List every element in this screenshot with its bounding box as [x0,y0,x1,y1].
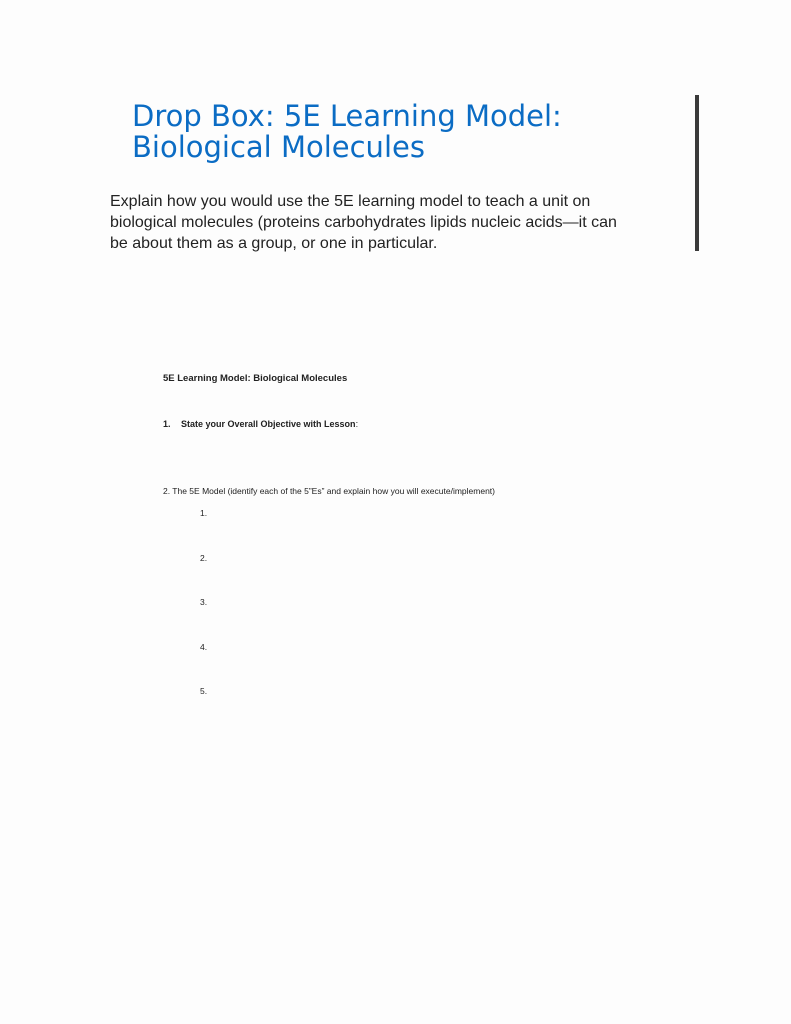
five-e-list [200,508,207,731]
prompt-line-3: be about them as a group, or one in particular. [110,235,438,252]
prompt-line-1: Explain how you would use the 5E learning model to teach a unit on [110,193,591,210]
objective-label: State your Overall Objective with Lesson [181,419,356,429]
list-item: 3. [200,597,208,607]
worksheet-title: 5E Learning Model: Biological Molecules [163,373,348,384]
list-item: 4. [200,641,208,652]
list-item: 5. [200,686,208,696]
list-item: 2. [200,552,208,563]
objective-line [163,419,358,429]
prompt-line-2: biological molecules (proteins carbohydrates lipids nucleic acids—it can [110,214,617,231]
vertical-scrollbar[interactable] [695,95,699,251]
page-title-line-1: Drop Box: 5E Learning Model: [132,99,562,133]
objective-colon: : [355,419,359,429]
page-title [132,101,652,163]
model-instructions: 2. The 5E Model (identify each of the 5”Es” and explain how you will execute/implement) [163,486,495,496]
objective-number: 1. [163,419,171,429]
assignment-prompt [110,191,650,254]
page-title-line-2: Biological Molecules [132,130,425,164]
list-item: 1. [200,508,208,518]
